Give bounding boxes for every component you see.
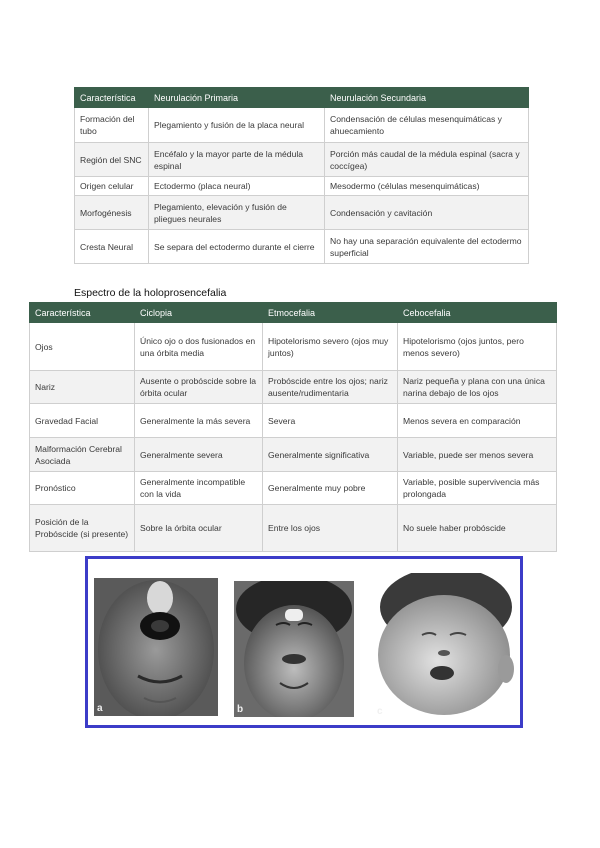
column-header: Etmocefalia — [263, 303, 398, 323]
table-cell: Encéfalo y la mayor parte de la médula espinal — [149, 143, 325, 177]
table-cell: Generalmente incompatible con la vida — [135, 472, 263, 505]
column-header: Ciclopia — [135, 303, 263, 323]
table-cell: Hipotelorismo severo (ojos muy juntos) — [263, 323, 398, 371]
table-cell: Pronóstico — [30, 472, 135, 505]
table-cell: No hay una separación equivalente del ectodermo superficial — [325, 230, 529, 264]
table-cell: Generalmente muy pobre — [263, 472, 398, 505]
holoprosencephaly-table — [29, 302, 557, 552]
table-cell: Probóscide entre los ojos; nariz ausente/rudimentaria — [263, 371, 398, 404]
table-cell: Severa — [263, 404, 398, 438]
table-row — [75, 196, 529, 230]
table-header-row — [75, 88, 529, 108]
table-cell: Formación del tubo — [75, 108, 149, 143]
table-cell: Se separa del ectodermo durante el cierre — [149, 230, 325, 264]
table-row — [75, 108, 529, 143]
section-title: Espectro de la holoprosencefalia — [74, 287, 227, 299]
table-cell: Entre los ojos — [263, 505, 398, 552]
table-cell: Origen celular — [75, 177, 149, 196]
photo-ethmocephaly — [234, 581, 354, 717]
table-cell: Ojos — [30, 323, 135, 371]
table-row — [30, 323, 557, 371]
table-cell: No suele haber probóscide — [398, 505, 557, 552]
table-cell: Condensación de células mesenquimáticas y ahuecamiento — [325, 108, 529, 143]
table-cell: Ausente o probóscide sobre la órbita ocular — [135, 371, 263, 404]
photo-cyclopia — [94, 578, 218, 716]
table-cell: Plegamiento, elevación y fusión de pliegues neurales — [149, 196, 325, 230]
table-cell: Sobre la órbita ocular — [135, 505, 263, 552]
photo-label: b — [237, 704, 244, 715]
table-cell: Posición de la Probóscide (si presente) — [30, 505, 135, 552]
column-header: Neurulación Primaria — [149, 88, 325, 108]
table-cell: Variable, posible supervivencia más prolongada — [398, 472, 557, 505]
table-header-row — [30, 303, 557, 323]
column-header: Característica — [75, 88, 149, 108]
photo-cebocephaly — [374, 573, 516, 719]
photo-label: a — [97, 703, 103, 714]
table-cell: Ectodermo (placa neural) — [149, 177, 325, 196]
table-cell: Variable, puede ser menos severa — [398, 438, 557, 472]
table-cell: Menos severa en comparación — [398, 404, 557, 438]
table-row — [30, 404, 557, 438]
table-cell: Generalmente significativa — [263, 438, 398, 472]
table-cell: Generalmente severa — [135, 438, 263, 472]
photo-label: c — [377, 706, 383, 717]
table-row — [75, 143, 529, 177]
table-row — [30, 438, 557, 472]
table-cell: Mesodermo (células mesenquimáticas) — [325, 177, 529, 196]
table-cell: Malformación Cerebral Asociada — [30, 438, 135, 472]
table-cell: Región del SNC — [75, 143, 149, 177]
table-row — [75, 177, 529, 196]
table-cell: Cresta Neural — [75, 230, 149, 264]
table-cell: Condensación y cavitación — [325, 196, 529, 230]
table-row — [75, 230, 529, 264]
table-row — [30, 371, 557, 404]
table-cell: Nariz — [30, 371, 135, 404]
table-row — [30, 472, 557, 505]
table-cell: Único ojo o dos fusionados en una órbita media — [135, 323, 263, 371]
table-cell: Generalmente la más severa — [135, 404, 263, 438]
column-header: Característica — [30, 303, 135, 323]
column-header: Neurulación Secundaria — [325, 88, 529, 108]
table-cell: Gravedad Facial — [30, 404, 135, 438]
table-row — [30, 505, 557, 552]
table-cell: Morfogénesis — [75, 196, 149, 230]
table-cell: Porción más caudal de la médula espinal (sacra y coccígea) — [325, 143, 529, 177]
column-header: Cebocefalia — [398, 303, 557, 323]
neurulation-table — [74, 87, 529, 264]
table-cell: Nariz pequeña y plana con una única narina debajo de los ojos — [398, 371, 557, 404]
table-cell: Hipotelorismo (ojos juntos, pero menos severo) — [398, 323, 557, 371]
table-cell: Plegamiento y fusión de la placa neural — [149, 108, 325, 143]
holoprosencephaly-figure — [85, 556, 523, 728]
